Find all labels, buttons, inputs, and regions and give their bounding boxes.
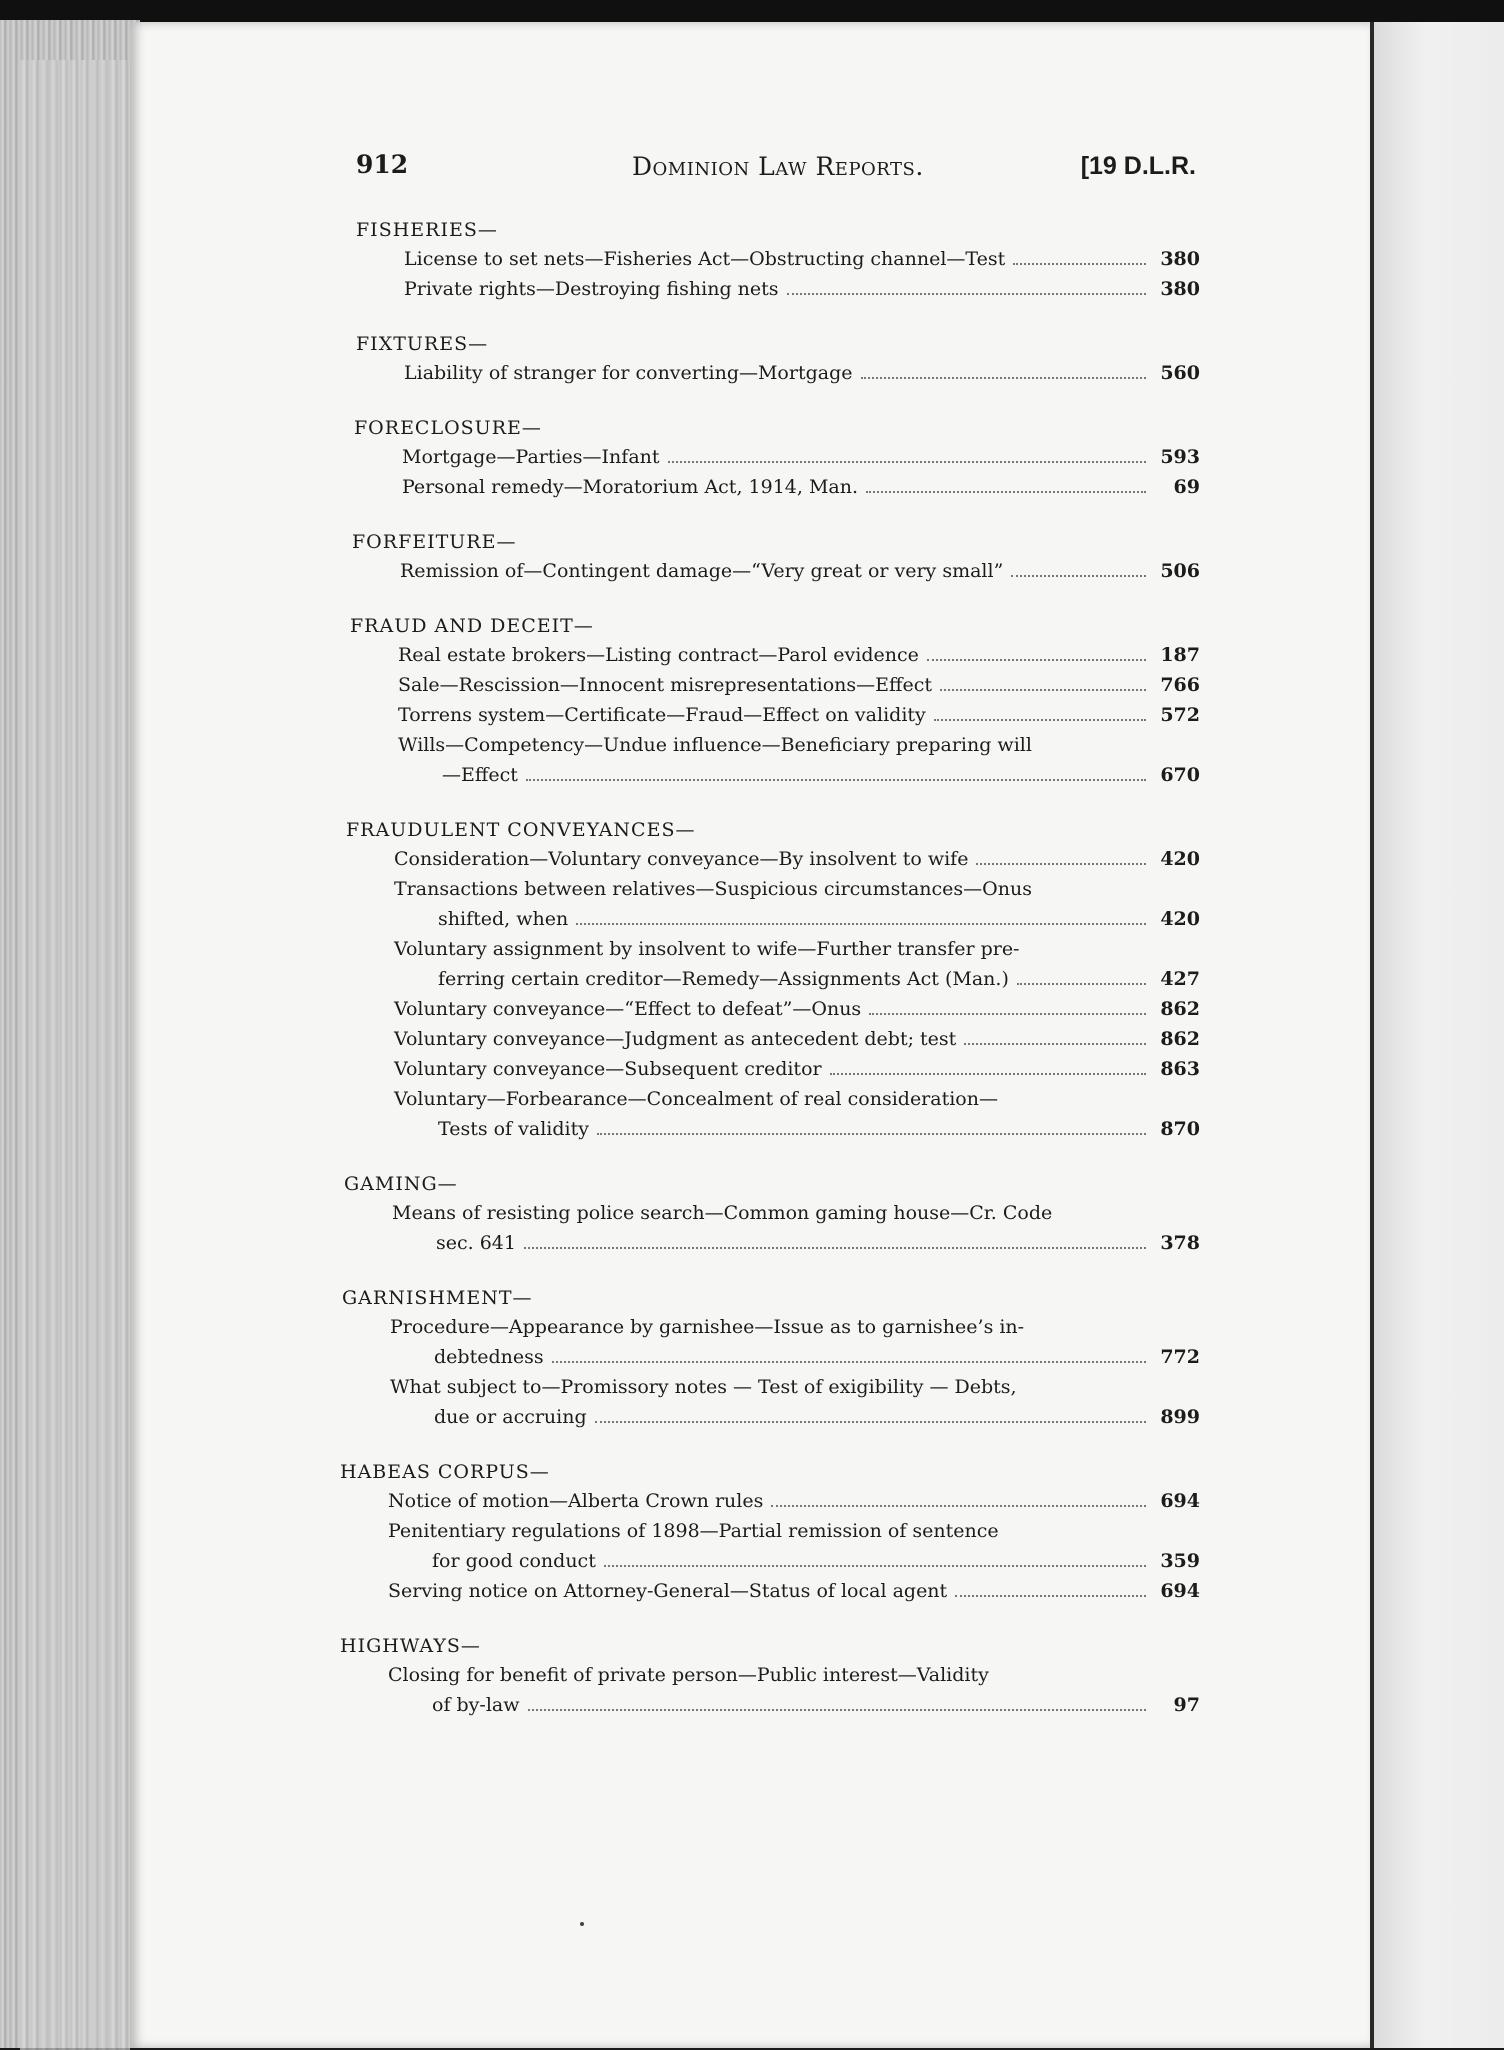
entry-text: debtedness — [434, 1346, 544, 1368]
entry-text: sec. 641 — [436, 1232, 516, 1254]
entry-text: Voluntary—Forbearance—Concealment of real consideration— — [394, 1088, 998, 1110]
dot-leader — [927, 658, 1146, 661]
entry-text: Consideration—Voluntary conveyance—By insolvent to wife — [394, 848, 969, 870]
entry-text: Voluntary conveyance—“Effect to defeat”—Onus — [394, 998, 862, 1020]
entry-line — [394, 994, 1200, 1024]
dot-leader — [940, 688, 1146, 691]
entry-line — [388, 1660, 1200, 1690]
entry-line — [398, 760, 1200, 790]
page-reference: 560 — [1160, 362, 1200, 384]
page-reference: 97 — [1173, 1694, 1200, 1716]
entry-text: Serving notice on Attorney-General—Status of local agent — [388, 1580, 948, 1602]
page-reference: 862 — [1160, 1028, 1200, 1050]
index-entry — [388, 1486, 1200, 1516]
section-heading: FORFEITURE— — [352, 531, 517, 553]
entry-text: Penitentiary regulations of 1898—Partial remission of sentence — [388, 1520, 999, 1542]
section-heading: GARNISHMENT— — [342, 1287, 533, 1309]
entry-line — [400, 556, 1200, 586]
section-heading: HIGHWAYS— — [340, 1635, 481, 1657]
entry-line — [398, 730, 1200, 760]
index-entry — [388, 1660, 1200, 1720]
index-entry — [388, 1576, 1200, 1606]
dot-leader — [955, 1594, 1146, 1597]
page-reference: 862 — [1160, 998, 1200, 1020]
section-heading: FRAUDULENT CONVEYANCES— — [346, 819, 696, 841]
entry-line — [388, 1690, 1200, 1720]
index-entry — [398, 700, 1200, 730]
entry-text: ferring certain creditor—Remedy—Assignments Act (Man.) — [438, 968, 1009, 990]
entry-text: Mortgage—Parties—Infant — [402, 446, 660, 468]
entry-text: Real estate brokers—Listing contract—Parol evidence — [398, 644, 919, 666]
running-header — [356, 150, 1200, 194]
entry-text: due or accruing — [434, 1406, 587, 1428]
entry-text: What subject to—Promissory notes — Test of exigibility — Debts, — [390, 1376, 1017, 1398]
entry-line — [390, 1312, 1200, 1342]
entry-line — [390, 1402, 1200, 1432]
section-heading: FIXTURES— — [356, 333, 489, 355]
entry-text: Transactions between relatives—Suspicious circumstances—Onus — [394, 878, 1032, 900]
page-reference: 187 — [1160, 644, 1200, 666]
page-reference: 506 — [1160, 560, 1200, 582]
entry-text: Voluntary conveyance—Judgment as antecedent debt; test — [394, 1028, 957, 1050]
index-section — [340, 1632, 1200, 1720]
index-entry — [394, 994, 1200, 1024]
entry-line — [388, 1576, 1200, 1606]
entry-line — [394, 904, 1200, 934]
index-sections — [340, 216, 1200, 1720]
entry-line — [394, 1084, 1200, 1114]
entry-text: Notice of motion—Alberta Crown rules — [388, 1490, 764, 1512]
index-entry — [390, 1372, 1200, 1432]
section-heading: FORECLOSURE— — [354, 417, 542, 439]
entry-line — [388, 1486, 1200, 1516]
speck — [580, 1922, 584, 1926]
entry-text: Sale—Rescission—Innocent misrepresentations—Effect — [398, 674, 933, 696]
index-entry — [398, 670, 1200, 700]
page-reference: 694 — [1160, 1580, 1200, 1602]
book-page-edges — [0, 20, 140, 2048]
entry-line — [394, 934, 1200, 964]
entry-text: of by-law — [432, 1694, 520, 1716]
entry-text: Remission of—Contingent damage—“Very great or very small” — [400, 560, 1004, 582]
index-entry — [390, 1312, 1200, 1372]
volume-label: [19 D.L.R. — [1080, 152, 1196, 180]
index-section — [356, 330, 1200, 388]
index-content — [340, 150, 1200, 1746]
index-section — [340, 1458, 1200, 1606]
dot-leader — [934, 718, 1146, 721]
index-section — [354, 414, 1200, 502]
page-reference: 694 — [1160, 1490, 1200, 1512]
index-entry — [388, 1516, 1200, 1576]
index-section — [352, 528, 1200, 586]
entry-text: shifted, when — [438, 908, 569, 930]
index-entry — [394, 1054, 1200, 1084]
index-entry — [394, 1024, 1200, 1054]
index-entry — [398, 730, 1200, 790]
facing-page-edge — [1374, 22, 1504, 2048]
entry-line — [398, 700, 1200, 730]
page-reference: 766 — [1160, 674, 1200, 696]
dot-leader — [1017, 982, 1146, 985]
entry-text: Procedure—Appearance by garnishee—Issue as to garnishee’s in- — [390, 1316, 1025, 1338]
entry-text: Voluntary conveyance—Subsequent creditor — [394, 1058, 822, 1080]
dot-leader — [668, 460, 1146, 463]
entry-line — [392, 1198, 1200, 1228]
entry-text: Closing for benefit of private person—Public interest—Validity — [388, 1664, 989, 1686]
dot-leader — [964, 1042, 1146, 1045]
page-reference: 359 — [1160, 1550, 1200, 1572]
index-entry — [404, 358, 1200, 388]
index-section — [344, 1170, 1200, 1258]
index-entry — [392, 1198, 1200, 1258]
entry-text: Liability of stranger for converting—Mortgage — [404, 362, 853, 384]
entry-line — [398, 640, 1200, 670]
entry-line — [390, 1342, 1200, 1372]
entry-text: License to set nets—Fisheries Act—Obstructing channel—Test — [404, 248, 1006, 270]
entry-text: Torrens system—Certificate—Fraud—Effect on validity — [398, 704, 926, 726]
dot-leader — [869, 1012, 1146, 1015]
running-title: Dominion Law Reports. — [632, 152, 924, 181]
index-section — [356, 216, 1200, 304]
entry-line — [390, 1372, 1200, 1402]
index-entry — [394, 934, 1200, 994]
index-entry — [402, 472, 1200, 502]
entry-line — [404, 274, 1200, 304]
entry-line — [394, 1054, 1200, 1084]
page-reference: 378 — [1160, 1232, 1200, 1254]
dot-leader — [976, 862, 1146, 865]
entry-line — [388, 1546, 1200, 1576]
section-heading: GAMING— — [344, 1173, 458, 1195]
index-entry — [394, 1084, 1200, 1144]
index-entry — [398, 640, 1200, 670]
entry-line — [394, 1114, 1200, 1144]
page-reference: 899 — [1160, 1406, 1200, 1428]
dot-leader — [1011, 574, 1146, 577]
entry-line — [394, 1024, 1200, 1054]
dot-leader — [526, 778, 1146, 781]
page-reference: 593 — [1160, 446, 1200, 468]
index-entry — [404, 274, 1200, 304]
entry-text: Tests of validity — [438, 1118, 589, 1140]
entry-line — [388, 1516, 1200, 1546]
section-heading: HABEAS CORPUS— — [340, 1461, 550, 1483]
entry-text: Personal remedy—Moratorium Act, 1914, Man. — [402, 476, 859, 498]
dot-leader — [830, 1072, 1146, 1075]
entry-text: Wills—Competency—Undue influence—Beneficiary preparing will — [398, 734, 1032, 756]
dot-leader — [771, 1504, 1146, 1507]
page-reference: 420 — [1160, 848, 1200, 870]
index-section — [346, 816, 1200, 1144]
dot-leader — [866, 490, 1146, 493]
entry-line — [392, 1228, 1200, 1258]
entry-text: Means of resisting police search—Common gaming house—Cr. Code — [392, 1202, 1053, 1224]
index-section — [342, 1284, 1200, 1432]
page-reference: 427 — [1160, 968, 1200, 990]
dot-leader — [1013, 262, 1146, 265]
dot-leader — [595, 1420, 1146, 1423]
dot-leader — [604, 1564, 1146, 1567]
dot-leader — [552, 1360, 1146, 1363]
entry-line — [398, 670, 1200, 700]
page-reference: 380 — [1160, 278, 1200, 300]
entry-line — [394, 874, 1200, 904]
page-reference: 420 — [1160, 908, 1200, 930]
entry-line — [404, 244, 1200, 274]
dot-leader — [528, 1708, 1147, 1711]
entry-text: for good conduct — [432, 1550, 596, 1572]
index-entry — [394, 874, 1200, 934]
dot-leader — [787, 292, 1146, 295]
entry-text: Voluntary assignment by insolvent to wife—Further transfer pre- — [394, 938, 1020, 960]
index-section — [350, 612, 1200, 790]
entry-line — [404, 358, 1200, 388]
dot-leader — [524, 1246, 1146, 1249]
page-number: 912 — [356, 150, 409, 179]
page-reference: 870 — [1160, 1118, 1200, 1140]
entry-text: Private rights—Destroying fishing nets — [404, 278, 779, 300]
index-entry — [400, 556, 1200, 586]
page-reference: 863 — [1160, 1058, 1200, 1080]
index-entry — [402, 442, 1200, 472]
entry-text: —Effect — [442, 764, 518, 786]
page-reference: 772 — [1160, 1346, 1200, 1368]
index-entry — [404, 244, 1200, 274]
entry-line — [402, 472, 1200, 502]
section-heading: FISHERIES— — [356, 219, 498, 241]
dot-leader — [576, 922, 1146, 925]
page-reference: 380 — [1160, 248, 1200, 270]
page-reference: 670 — [1160, 764, 1200, 786]
section-heading: FRAUD AND DECEIT— — [350, 615, 594, 637]
dot-leader — [861, 376, 1147, 379]
page-reference: 69 — [1173, 476, 1200, 498]
entry-line — [394, 964, 1200, 994]
page-reference: 572 — [1160, 704, 1200, 726]
entry-line — [402, 442, 1200, 472]
dot-leader — [597, 1132, 1146, 1135]
index-entry — [394, 844, 1200, 874]
entry-line — [394, 844, 1200, 874]
